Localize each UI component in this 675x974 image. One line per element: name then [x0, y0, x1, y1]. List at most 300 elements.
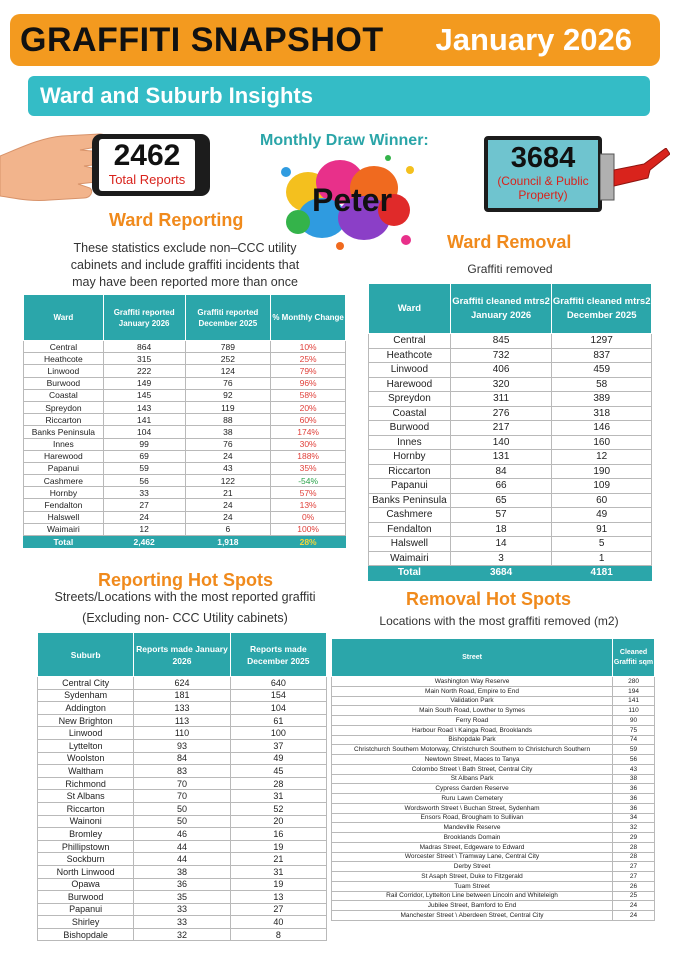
table-cell: 59	[103, 462, 185, 474]
table-cell: 194	[613, 686, 655, 696]
table-row	[38, 903, 327, 916]
table-row	[38, 677, 327, 690]
table-cell: 280	[613, 677, 655, 687]
table-cell: 93	[134, 739, 230, 752]
table-cell: 57	[450, 508, 552, 523]
table-row	[369, 406, 652, 421]
table-cell: 74	[613, 735, 655, 745]
reporting-hotspots-table	[37, 632, 327, 941]
table-row	[332, 881, 655, 891]
table-cell: 0%	[271, 511, 346, 523]
total-reports-value: 2462	[113, 139, 181, 172]
table-row	[38, 865, 327, 878]
table-cell: 145	[103, 389, 185, 401]
table-cell: 19	[230, 878, 326, 891]
table-cell: 12	[552, 450, 652, 465]
table-cell: 32	[613, 823, 655, 833]
table-row	[332, 696, 655, 706]
table-cell: Bishopdale	[38, 928, 134, 941]
table-row	[369, 522, 652, 537]
table-row	[332, 891, 655, 901]
table-cell: 24	[185, 499, 271, 511]
table-cell: 56	[613, 755, 655, 765]
table-cell: Ensors Road, Brougham to Sullivan	[332, 813, 613, 823]
table-total-row	[24, 536, 346, 548]
table-cell: 26	[613, 881, 655, 891]
table-row	[369, 537, 652, 552]
table-cell: 18	[450, 522, 552, 537]
table-cell: Christchurch Southern Motorway, Christchurch Southern to Christchurch Southern	[332, 745, 613, 755]
table-row	[369, 508, 652, 523]
table-cell: Derby Street	[332, 862, 613, 872]
table-cell: 38	[134, 865, 230, 878]
table-row	[369, 392, 652, 407]
table-cell: Sydenham	[38, 689, 134, 702]
table-cell: 110	[134, 727, 230, 740]
table-row	[332, 803, 655, 813]
period-label: January 2026	[435, 22, 632, 57]
table-cell: Waimairi	[369, 551, 451, 566]
table-cell: 92	[185, 389, 271, 401]
table-row	[24, 353, 346, 365]
column-header: Reports made December 2025	[230, 633, 326, 677]
table-cell: 84	[450, 464, 552, 479]
table-row	[332, 725, 655, 735]
table-row	[332, 784, 655, 794]
total-reports-phone	[92, 134, 210, 196]
table-cell: Harbour Road \ Kainga Road, Brooklands	[332, 725, 613, 735]
table-cell: 29	[613, 833, 655, 843]
table-cell: 50	[134, 815, 230, 828]
table-cell: 311	[450, 392, 552, 407]
table-cell: Ruru Lawn Cemetery	[332, 794, 613, 804]
table-cell: 119	[185, 401, 271, 413]
table-cell: 124	[185, 365, 271, 377]
table-cell: Coastal	[24, 389, 104, 401]
table-cell: 90	[613, 716, 655, 726]
table-cell: Halswell	[369, 537, 451, 552]
table-row	[332, 794, 655, 804]
table-row	[332, 677, 655, 687]
table-cell: Waimairi	[24, 523, 104, 535]
table-cell: 141	[103, 414, 185, 426]
table-cell: 14	[450, 537, 552, 552]
table-cell: Burwood	[38, 891, 134, 904]
table-cell: Jubilee Street, Bamford to End	[332, 901, 613, 911]
table-cell: 276	[450, 406, 552, 421]
table-cell: 154	[230, 689, 326, 702]
table-cell: Bishopdale Park	[332, 735, 613, 745]
table-cell: -54%	[271, 475, 346, 487]
table-row	[38, 928, 327, 941]
table-row	[332, 823, 655, 833]
table-cell: 16	[230, 828, 326, 841]
table-cell: 5	[552, 537, 652, 552]
table-row	[38, 891, 327, 904]
table-row	[332, 833, 655, 843]
removal-total-value: 3684	[510, 142, 576, 174]
table-cell: 59	[613, 745, 655, 755]
table-cell: Heathcote	[24, 353, 104, 365]
table-cell: Papanui	[24, 462, 104, 474]
table-cell: 28	[613, 842, 655, 852]
table-cell: Tuam Street	[332, 881, 613, 891]
table-cell: Burwood	[24, 377, 104, 389]
table-cell: Halswell	[24, 511, 104, 523]
table-row	[38, 840, 327, 853]
table-cell: 61	[230, 714, 326, 727]
table-cell: Hornby	[24, 487, 104, 499]
table-cell: 389	[552, 392, 652, 407]
table-cell: 27	[103, 499, 185, 511]
column-header: Graffiti reported January 2026	[103, 295, 185, 341]
table-cell: 21	[230, 853, 326, 866]
table-row	[38, 777, 327, 790]
table-cell: 99	[103, 438, 185, 450]
table-cell: 96%	[271, 377, 346, 389]
table-cell: Coastal	[369, 406, 451, 421]
table-cell: 24	[103, 511, 185, 523]
table-cell: Harewood	[369, 377, 451, 392]
table-header-row	[38, 633, 327, 677]
table-cell: 320	[450, 377, 552, 392]
table-row	[38, 765, 327, 778]
table-cell: 624	[134, 677, 230, 690]
table-row	[38, 752, 327, 765]
table-cell: 33	[103, 487, 185, 499]
table-cell: 459	[552, 363, 652, 378]
table-cell: 315	[103, 353, 185, 365]
winner-title: Monthly Draw Winner:	[260, 132, 429, 149]
table-cell: 837	[552, 348, 652, 363]
table-cell: Waltham	[38, 765, 134, 778]
table-cell: Shirley	[38, 916, 134, 929]
table-cell: 36	[613, 803, 655, 813]
table-row	[369, 421, 652, 436]
table-cell: 640	[230, 677, 326, 690]
reporting-hotspots-note	[40, 589, 330, 627]
table-cell: 24	[613, 901, 655, 911]
column-header: Graffiti cleaned mtrs2 January 2026	[450, 284, 552, 334]
table-cell: Spreydon	[24, 401, 104, 413]
table-cell: 25	[613, 891, 655, 901]
table-cell: 1	[552, 551, 652, 566]
section-title: Ward and Suburb Insights	[40, 83, 313, 108]
table-cell: 141	[613, 696, 655, 706]
table-cell: 28	[230, 777, 326, 790]
title-banner	[10, 14, 660, 66]
table-row	[332, 901, 655, 911]
page-title: GRAFFITI SNAPSHOT	[20, 21, 384, 59]
total-cell: 3684	[450, 566, 552, 581]
table-cell: 50	[134, 802, 230, 815]
table-cell: 70	[134, 790, 230, 803]
table-cell: 57%	[271, 487, 346, 499]
reporting-hotspots-note-line: Streets/Locations with the most reported graffiti	[54, 590, 316, 604]
table-row	[24, 341, 346, 353]
table-cell: 45	[230, 765, 326, 778]
total-cell: Total	[369, 566, 451, 581]
table-cell: Addington	[38, 702, 134, 715]
table-row	[24, 414, 346, 426]
table-row	[369, 464, 652, 479]
table-cell: 789	[185, 341, 271, 353]
table-row	[369, 493, 652, 508]
reporting-hotspots-note-line: (Excluding non- CCC Utility cabinets)	[82, 611, 288, 625]
table-cell: 33	[134, 916, 230, 929]
table-cell: 1297	[552, 334, 652, 349]
table-row	[38, 689, 327, 702]
table-cell: 131	[450, 450, 552, 465]
table-header-row	[332, 639, 655, 677]
table-cell: Linwood	[38, 727, 134, 740]
table-cell: 20%	[271, 401, 346, 413]
table-cell: 56	[103, 475, 185, 487]
table-cell: 188%	[271, 450, 346, 462]
removal-total-label-2: Property)	[518, 188, 568, 202]
table-cell: 30%	[271, 438, 346, 450]
table-cell: 31	[230, 865, 326, 878]
table-cell: 13	[230, 891, 326, 904]
total-cell: Total	[24, 536, 104, 548]
table-cell: 100	[230, 727, 326, 740]
table-cell: Sockburn	[38, 853, 134, 866]
table-cell: 60	[552, 493, 652, 508]
table-cell: 20	[230, 815, 326, 828]
table-cell: 217	[450, 421, 552, 436]
table-row	[332, 774, 655, 784]
table-cell: 27	[613, 872, 655, 882]
table-cell: 43	[613, 764, 655, 774]
table-cell: 66	[450, 479, 552, 494]
table-cell: 91	[552, 522, 652, 537]
paint-brush-icon	[600, 148, 670, 218]
table-cell: Linwood	[24, 365, 104, 377]
table-cell: 65	[450, 493, 552, 508]
table-row	[369, 348, 652, 363]
table-header-row	[24, 295, 346, 341]
table-cell: 75	[613, 725, 655, 735]
table-cell: Fendalton	[369, 522, 451, 537]
table-cell: Heathcote	[369, 348, 451, 363]
table-row	[24, 511, 346, 523]
winner-name: Peter	[311, 182, 393, 218]
table-cell: North Linwood	[38, 865, 134, 878]
table-cell: St Albans	[38, 790, 134, 803]
ward-reporting-note	[40, 240, 330, 291]
table-cell: Riccarton	[38, 802, 134, 815]
total-cell: 2,462	[103, 536, 185, 548]
table-cell: Worcester Street \ Tramway Lane, Central City	[332, 852, 613, 862]
table-cell: 149	[103, 377, 185, 389]
table-cell: Fendalton	[24, 499, 104, 511]
table-cell: 46	[134, 828, 230, 841]
table-cell: Opawa	[38, 878, 134, 891]
table-row	[332, 911, 655, 921]
table-row	[332, 735, 655, 745]
table-cell: Central	[24, 341, 104, 353]
table-cell: Madras Street, Edgeware to Edward	[332, 842, 613, 852]
table-row	[369, 363, 652, 378]
ward-removal-table	[368, 283, 652, 581]
table-cell: Woolston	[38, 752, 134, 765]
table-row	[38, 853, 327, 866]
table-cell: 318	[552, 406, 652, 421]
table-row	[332, 716, 655, 726]
table-cell: Papanui	[369, 479, 451, 494]
table-row	[369, 334, 652, 349]
table-cell: Validation Park	[332, 696, 613, 706]
ward-reporting-title: Ward Reporting	[109, 210, 244, 230]
table-cell: 181	[134, 689, 230, 702]
table-cell: 32	[134, 928, 230, 941]
table-cell: 222	[103, 365, 185, 377]
table-cell: Washington Way Reserve	[332, 677, 613, 687]
table-cell: 6	[185, 523, 271, 535]
total-cell: 4181	[552, 566, 652, 581]
table-cell: 35	[134, 891, 230, 904]
table-cell: 58%	[271, 389, 346, 401]
table-row	[38, 702, 327, 715]
total-reports-label: Total Reports	[108, 172, 186, 187]
table-cell: Cashmere	[24, 475, 104, 487]
table-row	[24, 365, 346, 377]
table-cell: Richmond	[38, 777, 134, 790]
table-cell: 10%	[271, 341, 346, 353]
table-row	[24, 523, 346, 535]
table-cell: 104	[103, 426, 185, 438]
table-cell: 143	[103, 401, 185, 413]
section-banner	[28, 76, 650, 116]
table-cell: 35%	[271, 462, 346, 474]
table-row	[332, 862, 655, 872]
table-cell: 24	[613, 911, 655, 921]
table-row	[332, 842, 655, 852]
table-cell: 133	[134, 702, 230, 715]
table-cell: 36	[134, 878, 230, 891]
table-cell: 43	[185, 462, 271, 474]
table-cell: Harewood	[24, 450, 104, 462]
phone-screen	[99, 139, 195, 191]
removal-hotspots-subtitle: Locations with the most graffiti removed (m2)	[379, 614, 619, 628]
table-cell: 40	[230, 916, 326, 929]
table-cell: 37	[230, 739, 326, 752]
table-cell: 24	[185, 511, 271, 523]
table-cell: Ferry Road	[332, 716, 613, 726]
table-row	[24, 475, 346, 487]
table-cell: Cypress Garden Reserve	[332, 784, 613, 794]
ward-removal-title: Ward Removal	[447, 232, 572, 252]
table-cell: 19	[230, 840, 326, 853]
table-cell: 38	[613, 774, 655, 784]
table-cell: 100%	[271, 523, 346, 535]
column-header: Reports made January 2026	[134, 633, 230, 677]
table-cell: 49	[230, 752, 326, 765]
table-cell: 160	[552, 435, 652, 450]
table-cell: 31	[230, 790, 326, 803]
table-cell: Riccarton	[369, 464, 451, 479]
table-cell: Newtown Street, Maces to Tanya	[332, 755, 613, 765]
table-row	[332, 755, 655, 765]
table-row	[24, 426, 346, 438]
table-cell: 33	[134, 903, 230, 916]
table-cell: 58	[552, 377, 652, 392]
table-cell: 122	[185, 475, 271, 487]
table-cell: Papanui	[38, 903, 134, 916]
table-cell: Linwood	[369, 363, 451, 378]
removal-total-label-1: (Council & Public	[497, 174, 589, 188]
table-row	[369, 377, 652, 392]
table-cell: Wainoni	[38, 815, 134, 828]
column-header: Ward	[24, 295, 104, 341]
table-row	[332, 872, 655, 882]
removal-hotspots-title: Removal Hot Spots	[406, 589, 572, 609]
table-row	[332, 764, 655, 774]
table-cell: 36	[613, 794, 655, 804]
table-cell: 28	[613, 852, 655, 862]
table-cell: Cashmere	[369, 508, 451, 523]
table-row	[24, 438, 346, 450]
removal-total-box	[484, 136, 602, 212]
total-cell: 28%	[271, 536, 346, 548]
table-row	[332, 852, 655, 862]
table-cell: 110	[613, 706, 655, 716]
table-cell: St Albans Park	[332, 774, 613, 784]
column-header: Cleaned Graffiti sqm	[613, 639, 655, 677]
table-cell: 83	[134, 765, 230, 778]
table-row	[38, 815, 327, 828]
table-row	[38, 828, 327, 841]
table-row	[38, 714, 327, 727]
table-row	[332, 813, 655, 823]
table-cell: 52	[230, 802, 326, 815]
table-row	[24, 499, 346, 511]
table-cell: St Asaph Street, Duke to Fitzgerald	[332, 872, 613, 882]
table-row	[24, 389, 346, 401]
table-cell: 21	[185, 487, 271, 499]
column-header: % Monthly Change	[271, 295, 346, 341]
column-header: Street	[332, 639, 613, 677]
table-row	[38, 790, 327, 803]
table-cell: Lyttelton	[38, 739, 134, 752]
table-cell: Innes	[369, 435, 451, 450]
table-cell: 38	[185, 426, 271, 438]
table-cell: 109	[552, 479, 652, 494]
table-cell: 113	[134, 714, 230, 727]
table-row	[38, 916, 327, 929]
table-cell: Banks Peninsula	[369, 493, 451, 508]
table-cell: 27	[613, 862, 655, 872]
table-cell: Main South Road, Lowther to Symes	[332, 706, 613, 716]
table-row	[24, 487, 346, 499]
table-row	[38, 802, 327, 815]
column-header: Graffiti reported December 2025	[185, 295, 271, 341]
table-cell: 25%	[271, 353, 346, 365]
table-row	[24, 462, 346, 474]
table-row	[24, 401, 346, 413]
table-total-row	[369, 566, 652, 581]
table-cell: Colombo Street \ Bath Street, Central City	[332, 764, 613, 774]
table-row	[369, 450, 652, 465]
table-cell: 174%	[271, 426, 346, 438]
table-row	[38, 739, 327, 752]
table-cell: 845	[450, 334, 552, 349]
table-cell: 27	[230, 903, 326, 916]
table-cell: 76	[185, 377, 271, 389]
table-cell: Central City	[38, 677, 134, 690]
table-cell: 44	[134, 853, 230, 866]
table-cell: 60%	[271, 414, 346, 426]
